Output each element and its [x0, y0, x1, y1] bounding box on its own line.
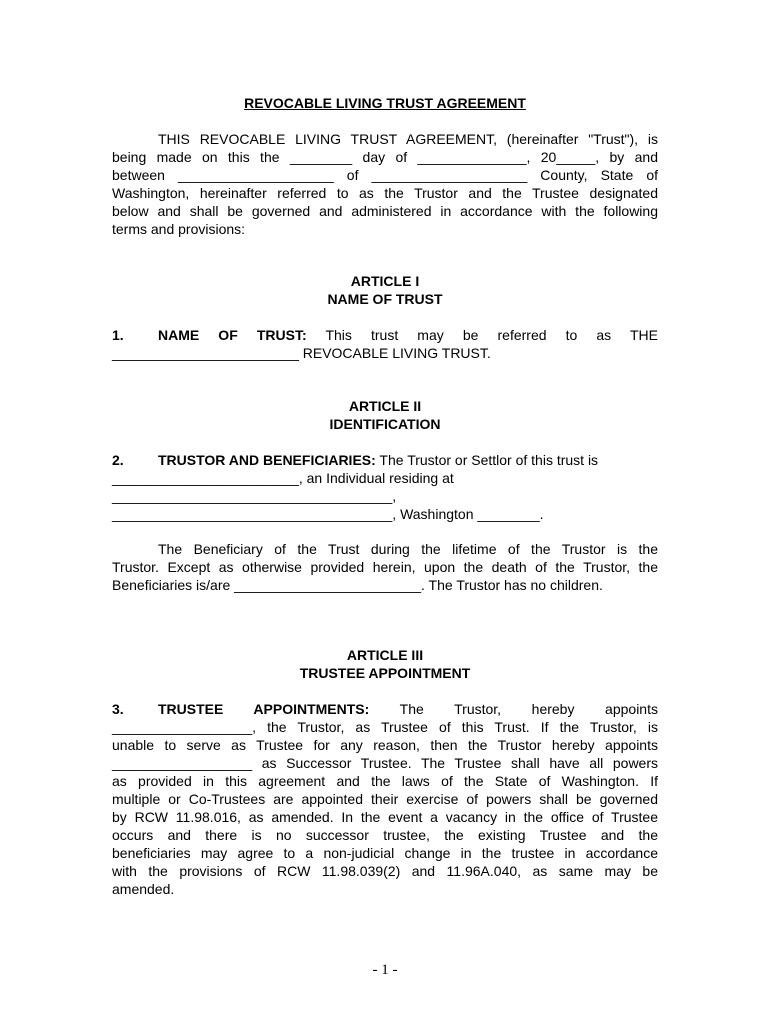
- beneficiary-line: The Beneficiary of the Trust during the lifetime of the Trustor is the: [158, 541, 658, 557]
- section-3-line: __________________, the Trustor, as Trustee of this Trust. If the Trustor, is: [112, 719, 658, 735]
- section-number: 2.: [112, 452, 124, 468]
- intro-paragraph: [112, 130, 658, 238]
- article-2-section: [112, 451, 658, 523]
- article-3-subheading: TRUSTEE APPOINTMENT: [299, 665, 471, 681]
- article-2-heading: ARTICLE II: [348, 398, 422, 414]
- section-3-line: occurs and there is no successor trustee, the existing Trustee and the: [112, 827, 658, 843]
- article-3-heading: ARTICLE III: [346, 647, 424, 663]
- section-2-line: ____________________________________,: [112, 488, 397, 504]
- section-2-line: ____________________________________, Washington ________.: [112, 506, 544, 522]
- section-3-line: with the provisions of RCW 11.98.039(2) and 11.96A.040, as same may be: [112, 863, 658, 879]
- article-1-heading: ARTICLE I: [350, 273, 420, 289]
- intro-line: between ____________________ of ____________________ County, State of: [112, 167, 658, 183]
- beneficiary-line: Trustor. Except as otherwise provided herein, upon the death of the Trustor, the: [112, 559, 658, 575]
- intro-line: being made on this the ________ day of ______________, 20_____, by and: [112, 149, 658, 165]
- section-number: 3.: [112, 701, 124, 717]
- intro-line: terms and provisions:: [112, 221, 246, 237]
- section-3-line: beneficiaries may agree to a non-judicial change in the trustee in accordance: [112, 845, 658, 861]
- section-text: This trust may be referred to as THE: [306, 327, 659, 343]
- section-3-line: unable to serve as Trustee for any reason, then the Trustor hereby appoints: [112, 737, 658, 753]
- section-3-line: as provided in this agreement and the laws of the State of Washington. If: [112, 773, 658, 789]
- section-1-line: ________________________ REVOCABLE LIVING TRUST.: [112, 345, 491, 361]
- section-label: TRUSTOR AND BENEFICIARIES:: [158, 452, 376, 468]
- article-1-subheading: NAME OF TRUST: [327, 291, 443, 307]
- section-number: 1.: [112, 327, 124, 343]
- section-label: TRUSTEE APPOINTMENTS:: [158, 701, 370, 717]
- section-3-line: by RCW 11.98.016, as amended. In the event a vacancy in the office of Trustee: [112, 809, 658, 825]
- document-title: REVOCABLE LIVING TRUST AGREEMENT: [244, 95, 526, 111]
- section-1-line: [112, 326, 658, 344]
- section-3-line: amended.: [112, 881, 175, 897]
- section-text: The Trustor or Settlor of this trust is: [375, 452, 599, 468]
- article-1-section: [112, 326, 658, 362]
- section-3-line: [112, 700, 658, 718]
- section-text: The Trustor, hereby appoints: [369, 701, 658, 717]
- section-label: NAME OF TRUST:: [158, 327, 307, 343]
- section-3-line: __________________ as Successor Trustee. The Trustee shall have all powers: [112, 755, 658, 771]
- intro-line: Washington, hereinafter referred to as the Trustor and the Trustee designated: [112, 185, 658, 201]
- page-number: - 1 -: [372, 962, 398, 978]
- beneficiary-paragraph: [112, 540, 658, 594]
- section-2-line: [112, 451, 658, 469]
- article-2-subheading: IDENTIFICATION: [329, 416, 441, 432]
- intro-line: THIS REVOCABLE LIVING TRUST AGREEMENT, (hereinafter "Trust"), is: [158, 131, 658, 147]
- intro-line: below and shall be governed and administered in accordance with the following: [112, 203, 658, 219]
- article-3-section: [112, 700, 658, 898]
- section-3-line: multiple or Co-Trustees are appointed their exercise of powers shall be governed: [112, 791, 658, 807]
- beneficiary-line: Beneficiaries is/are ________________________. The Trustor has no children.: [112, 577, 603, 593]
- section-2-line: ________________________, an Individual residing at: [112, 470, 454, 486]
